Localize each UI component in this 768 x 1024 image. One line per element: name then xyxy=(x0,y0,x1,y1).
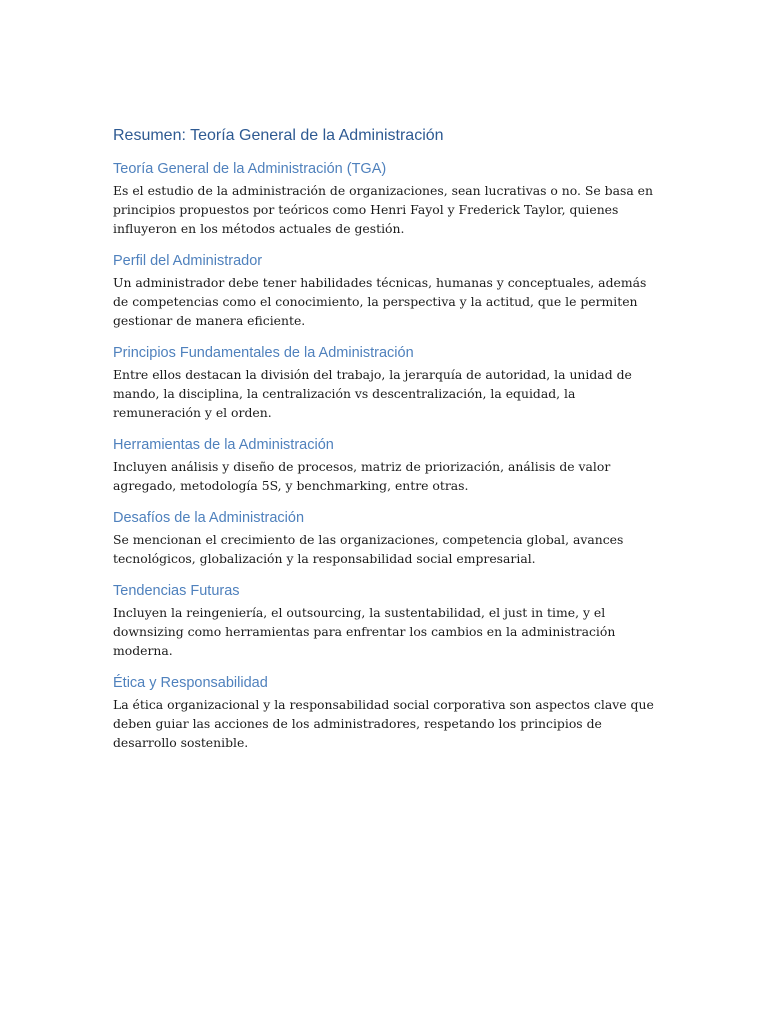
section-heading: Desafíos de la Administración xyxy=(113,510,305,526)
section-body: Incluyen la reingeniería, el outsourcing, la sustentabilidad, el just in time, y el downsizing como herramientas para enfrentar los cambios en la administración moderna. xyxy=(113,605,616,658)
section-body: Es el estudio de la administración de organizaciones, sean lucrativas o no. Se basa en principios propuestos por teóricos como Henri Fayol y Frederick Taylor, quienes influyeron en los métodos actuales de gestión. xyxy=(113,183,653,236)
section-perfil-administrador xyxy=(113,251,660,330)
section-heading: Perfil del Administrador xyxy=(113,253,263,269)
section-etica xyxy=(113,673,660,752)
section-body: La ética organizacional y la responsabilidad social corporativa son aspectos clave que deben guiar las acciones de los administradores, respetando los principios de desarrollo sostenible. xyxy=(113,697,654,750)
section-herramientas xyxy=(113,435,660,495)
section-body: Incluyen análisis y diseño de procesos, matriz de priorización, análisis de valor agregado, metodología 5S, y benchmarking, entre otras. xyxy=(113,459,611,493)
section-desafios xyxy=(113,508,660,568)
section-body: Entre ellos destacan la división del trabajo, la jerarquía de autoridad, la unidad de mando, la disciplina, la centralización vs descentralización, la equidad, la remuneración y el orden. xyxy=(113,367,632,420)
section-heading: Herramientas de la Administración xyxy=(113,437,334,453)
section-body: Se mencionan el crecimiento de las organizaciones, competencia global, avances tecnológicos, globalización y la responsabilidad social empresarial. xyxy=(113,532,624,566)
section-body: Un administrador debe tener habilidades técnicas, humanas y conceptuales, además de competencias como el conocimiento, la perspectiva y la actitud, que le permiten gestionar de manera eficiente. xyxy=(113,275,647,328)
section-principios xyxy=(113,343,660,422)
section-heading: Principios Fundamentales de la Administración xyxy=(113,345,414,361)
section-tendencias xyxy=(113,581,660,660)
section-heading: Teoría General de la Administración (TGA) xyxy=(113,161,387,177)
section-tga xyxy=(113,159,660,238)
document-title: Resumen: Teoría General de la Administración xyxy=(113,127,444,144)
section-heading: Tendencias Futuras xyxy=(113,583,240,599)
section-heading: Ética y Responsabilidad xyxy=(113,675,268,691)
